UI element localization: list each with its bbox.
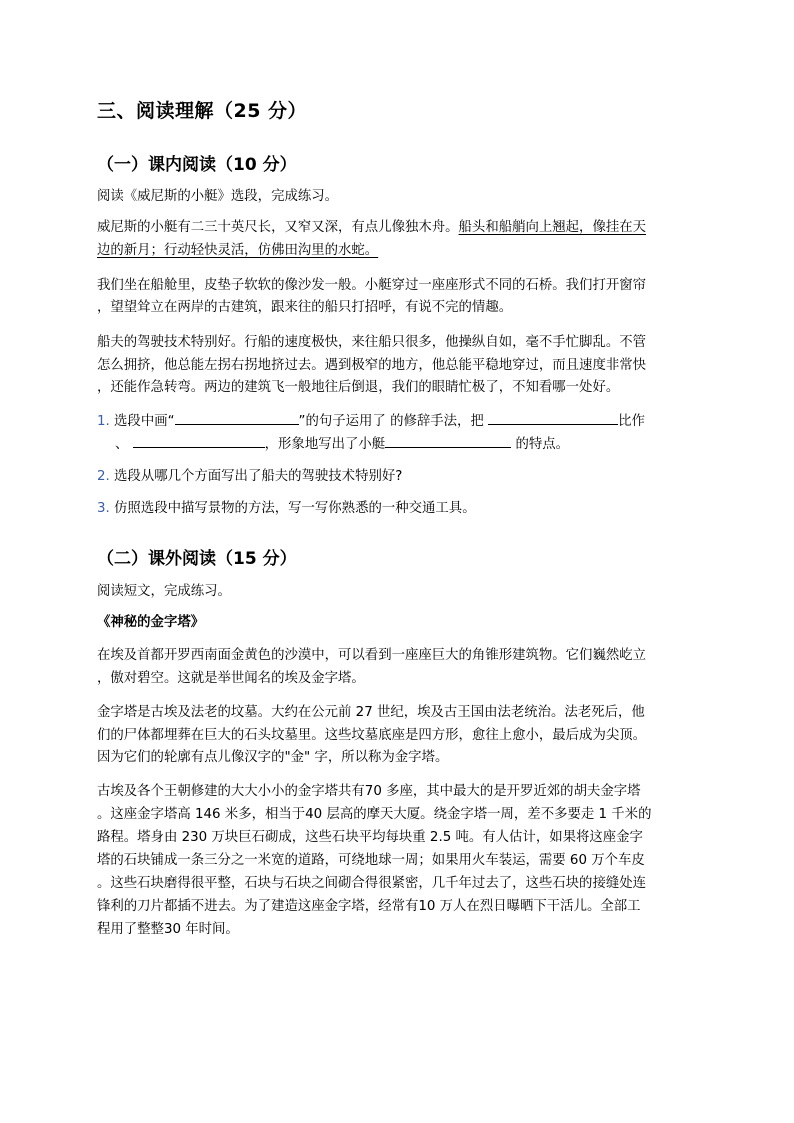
- part1-instruction: 阅读《威尼斯的小艇》选段，完成练习。: [97, 189, 339, 204]
- question-1-text-d: 、: [115, 437, 129, 452]
- article-p2-line2: 们的尸体都埋葬在巨大的石头坟墓里。这些坟墓底座是四方形，愈往上愈小，最后成为尖顶。: [97, 728, 647, 743]
- question-3-number: 3.: [97, 501, 110, 516]
- para1-plain-text: 威尼斯的小艇有二三十英尺长，又窄又深，有点儿像独木舟。: [97, 220, 459, 235]
- passage1-paragraph2-line2: ，望望耸立在两岸的古建筑，跟来往的船只打招呼，有说不完的情趣。: [97, 300, 513, 315]
- article-p3-line6: 锋利的刀片都插不进去。为了建造这座金字塔，经常有10 万人在烈日曝晒下干活儿。全部工: [97, 899, 641, 914]
- question-1-text-b: ”的句子运用了 的修辞手法，把: [298, 414, 484, 429]
- passage1-paragraph3-line2: 怎么拥挤，他总能左拐右拐地挤过去。遇到极窄的地方，他总能平稳地穿过，而且速度非常快: [97, 358, 647, 373]
- question-1-text-e: ，形象地写出了小艇: [264, 437, 386, 452]
- question-1-text-a: 选段中画“: [114, 414, 175, 429]
- passage1-paragraph1-line2: [97, 240, 701, 262]
- question-1-text-f: 的特点。: [515, 437, 569, 452]
- answer-blank-4[interactable]: [385, 433, 511, 448]
- answer-blank-3[interactable]: [133, 433, 265, 448]
- article-p3-line2: 。这座金字塔高 146 米多，相当于40 层高的摩天大厦。绕金字塔一周，差不多要走 1 千米的: [97, 807, 652, 822]
- article-p3-line7: 程用了整整30 年时间。: [97, 922, 239, 937]
- article-p3-line1: 古埃及各个王朝修建的大大小小的金字塔共有70 多座，其中最大的是开罗近郊的胡夫金字塔: [97, 784, 641, 799]
- question-1-line2: [97, 433, 719, 456]
- article-title: 《神秘的金字塔》: [97, 615, 205, 630]
- passage1-paragraph3-line1: 船夫的驾驶技术特别好。行船的速度极快，来往船只很多，他操纵自如，毫不手忙脚乱。不管: [97, 335, 647, 350]
- question-2-number: 2.: [97, 469, 110, 484]
- article-p2-line1: 金字塔是古埃及法老的坟墓。大约在公元前 27 世纪，埃及古王国由法老统治。法老死后，他: [97, 705, 645, 720]
- article-p3-line5: 。这些石块磨得很平整，石块与石块之间砌合得很紧密，几千年过去了，这些石块的接缝处连: [97, 876, 647, 891]
- question-3: [97, 498, 701, 520]
- section-title: 三、阅读理解（25 分）: [97, 100, 308, 122]
- part2-instruction: 阅读短文，完成练习。: [97, 584, 231, 599]
- question-3-text: 仿照选段中描写景物的方法，写一写你熟悉的一种交通工具。: [114, 501, 476, 516]
- passage1-paragraph1-line1: [97, 217, 701, 239]
- part2-title: （二）课外阅读（15 分）: [97, 549, 297, 569]
- article-p2-line3: 因为它们的轮廓有点儿像汉字的"金" 字，所以称为金字塔。: [97, 750, 449, 765]
- question-1-text-c: 比作: [618, 414, 645, 429]
- question-2-text: 选段从哪几个方面写出了船夫的驾驶技术特别好?: [114, 469, 403, 484]
- question-1-line1: [97, 410, 701, 433]
- answer-blank-2[interactable]: [488, 410, 618, 425]
- question-2: [97, 466, 701, 488]
- article-p1-line2: ，傲对碧空。这就是举世闻名的埃及金字塔。: [97, 671, 365, 686]
- passage1-paragraph3-line3: ，还能作急转弯。两边的建筑飞一般地往后倒退，我们的眼睛忙极了，不知看哪一处好。: [97, 380, 620, 395]
- para1-underlined-sentence-b: 边的新月；行动轻快灵活，仿佛田沟里的水蛇。: [97, 243, 379, 258]
- article-p3-line4: 塔的石块铺成一条三分之一米宽的道路，可绕地球一周；如果用火车装运，需要 60 万个车皮: [97, 853, 645, 868]
- question-1-number: 1.: [97, 414, 110, 429]
- answer-blank-1[interactable]: [175, 410, 299, 425]
- para1-underlined-sentence-a: 船头和船艄向上翘起，像挂在天: [458, 220, 647, 235]
- part1-title: （一）课内阅读（10 分）: [97, 155, 297, 175]
- article-p3-line3: 路程。塔身由 230 万块巨石砌成，这些石块平均每块重 2.5 吨。有人估计，如果将这座金字: [97, 830, 643, 845]
- article-p1-line1: 在埃及首都开罗西南面金黄色的沙漠中，可以看到一座座巨大的角锥形建筑物。它们巍然屹立: [97, 648, 647, 663]
- passage1-paragraph2-line1: 我们坐在船舱里，皮垫子软软的像沙发一般。小艇穿过一座座形式不同的石桥。我们打开窗帘: [97, 278, 647, 293]
